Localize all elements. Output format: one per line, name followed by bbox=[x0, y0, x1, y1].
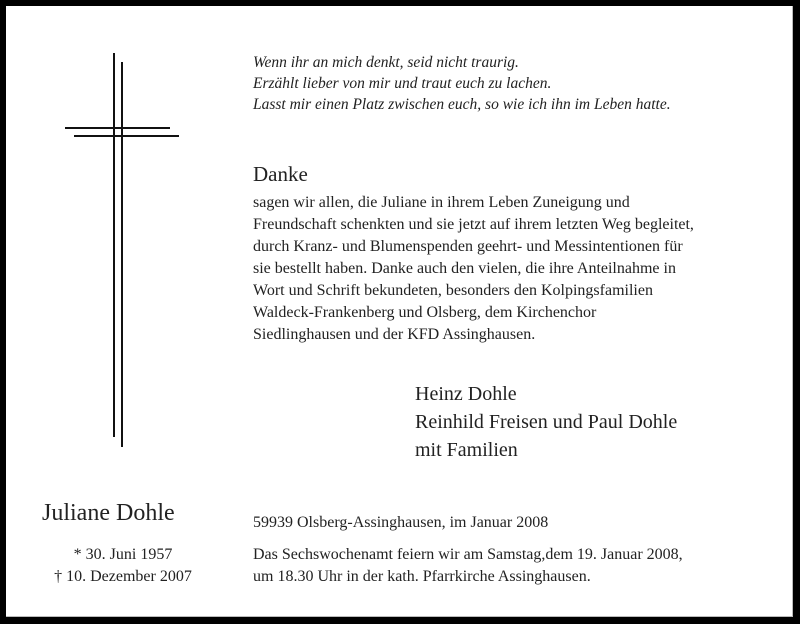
poem-line: Erzählt lieber von mir und traut euch zu lachen. bbox=[253, 75, 552, 92]
service-line: um 18.30 Uhr in der kath. Pfarrkirche Assinghausen. bbox=[253, 568, 591, 585]
thanks-line: Siedlinghausen und der KFD Assinghausen. bbox=[253, 326, 536, 343]
death-date: † 10. Dezember 2007 bbox=[54, 568, 192, 585]
thanks-line: Waldeck-Frankenberg und Olsberg, dem Kirchenchor bbox=[253, 304, 597, 321]
signer: Heinz Dohle bbox=[415, 383, 517, 405]
thanks-line: sagen wir allen, die Juliane in ihrem Leben Zuneigung und bbox=[253, 194, 630, 211]
poem bbox=[253, 52, 671, 115]
thanks-text bbox=[253, 192, 694, 346]
cross-horizontal-line-1 bbox=[65, 127, 170, 129]
deceased-name: Juliane Dohle bbox=[42, 500, 175, 526]
thanks-line: Freundschaft schenkten und sie jetzt auf ihrem letzten Weg begleitet, bbox=[253, 216, 694, 233]
cross-vertical-line-1 bbox=[113, 53, 115, 437]
obituary-card bbox=[6, 6, 793, 617]
signers bbox=[415, 380, 677, 464]
thanks-heading: Danke bbox=[253, 162, 308, 186]
thanks-line: Wort und Schrift bekundeten, besonders den Kolpingsfamilien bbox=[253, 282, 653, 299]
cross-horizontal-line-2 bbox=[74, 135, 179, 137]
signer: mit Familien bbox=[415, 439, 518, 461]
service-line: Das Sechswochenamt feiern wir am Samstag,dem 19. Januar 2008, bbox=[253, 546, 683, 563]
life-dates bbox=[40, 544, 206, 588]
poem-line: Wenn ihr an mich denkt, seid nicht traurig. bbox=[253, 54, 519, 71]
cross-vertical-line-2 bbox=[121, 62, 123, 447]
service-announcement bbox=[253, 544, 683, 588]
place-and-date: 59939 Olsberg-Assinghausen, im Januar 2008 bbox=[253, 514, 549, 531]
poem-line: Lasst mir einen Platz zwischen euch, so wie ich ihn im Leben hatte. bbox=[253, 96, 671, 113]
signer: Reinhild Freisen und Paul Dohle bbox=[415, 411, 678, 433]
thanks-line: sie bestellt haben. Danke auch den vielen, die ihre Anteilnahme in bbox=[253, 260, 676, 277]
thanks-line: durch Kranz- und Blumenspenden geehrt- und Messintentionen für bbox=[253, 238, 683, 255]
birth-date: * 30. Juni 1957 bbox=[73, 546, 173, 563]
